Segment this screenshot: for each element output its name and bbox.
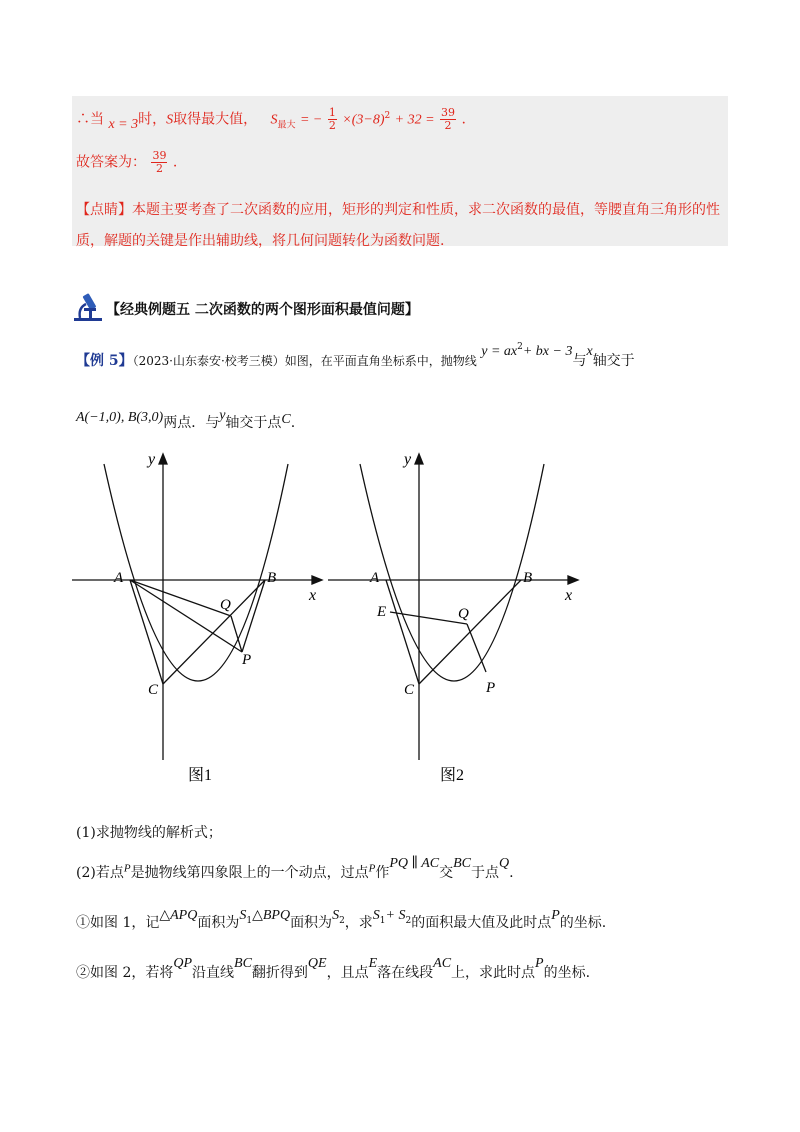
example-line-1: 【例 5】（2023·山东泰安·校考三模）如图，在平面直角坐标系中，抛物线 $y = ax^2+$ bx − 3与x轴交于 bbox=[76, 342, 635, 369]
microscope-icon bbox=[72, 290, 106, 324]
label-x: x bbox=[309, 587, 317, 604]
fig1-caption: 图1 bbox=[188, 767, 213, 784]
figure-2 bbox=[322, 448, 586, 793]
y-axis-arrow bbox=[415, 454, 423, 464]
segment-AC bbox=[130, 580, 163, 684]
answer-line-2: 故答案为： $\frac{39}{2}$ . bbox=[76, 149, 178, 175]
label-C: C bbox=[404, 682, 415, 698]
label-A: A bbox=[114, 570, 124, 586]
comment-line-1: 【点睛】本题主要考查了二次函数的应用，矩形的判定和性质，求二次函数的最值，等腰直角三角形的性 bbox=[76, 202, 720, 218]
label-P: P bbox=[242, 652, 252, 668]
label-B: B bbox=[267, 570, 277, 586]
question-2-1: ①如图 1，记△APQ面积为$S_1\triangle BPQ$面积为$S_2$，求$S_1+ S_2$的面积最大值及此时点P的坐标. bbox=[76, 908, 607, 931]
comment-line-2: 质，解题的关键是作出辅助线，将几何问题转化为函数问题. bbox=[76, 233, 445, 249]
answer-line-1: ∴当 x = 3时，S取得最大值， $S_{最大}$ = − $\frac{1}{2}$ $\times(3-8)^2 + 32$ = $\frac{39}{2}$ . bbox=[76, 106, 466, 132]
label-B: B bbox=[523, 570, 533, 586]
label-y: y bbox=[148, 451, 156, 468]
label-P: P bbox=[486, 680, 496, 696]
y-axis-arrow bbox=[159, 454, 167, 464]
fig2-caption: 图2 bbox=[440, 767, 465, 784]
section-heading: 【经典例题五 二次函数的两个图形面积最值问题】 bbox=[106, 302, 419, 318]
segment-EQ bbox=[390, 612, 467, 624]
parabola bbox=[360, 464, 544, 681]
label-Q: Q bbox=[220, 597, 231, 613]
label-E: E bbox=[377, 604, 387, 620]
label-y: y bbox=[404, 451, 412, 468]
segment-CB bbox=[163, 580, 265, 684]
question-1: (1)求抛物线的解析式； bbox=[76, 825, 222, 841]
example-line-2: A(−1,0), B(3,0)两点．与y轴交于点C. bbox=[76, 408, 296, 431]
question-2-2: ②如图 2，若将QP沿直线BC翻折得到QE，且点E落在线段AC上，求此时点P的坐标. bbox=[76, 956, 591, 981]
label-C: C bbox=[148, 682, 159, 698]
x-axis-arrow bbox=[568, 576, 578, 584]
parabola bbox=[104, 464, 288, 681]
x-axis-arrow bbox=[312, 576, 322, 584]
label-x: x bbox=[565, 587, 573, 604]
label-Q: Q bbox=[458, 606, 469, 622]
segment-QP bbox=[467, 624, 486, 672]
question-2: (2)若点$^P$是抛物线第四象限上的一个动点，过点$^P$作PQ ∥ AC交BC于点Q. bbox=[76, 856, 514, 881]
label-A: A bbox=[370, 570, 380, 586]
figure-1 bbox=[66, 448, 330, 793]
segment-AC bbox=[386, 580, 419, 684]
